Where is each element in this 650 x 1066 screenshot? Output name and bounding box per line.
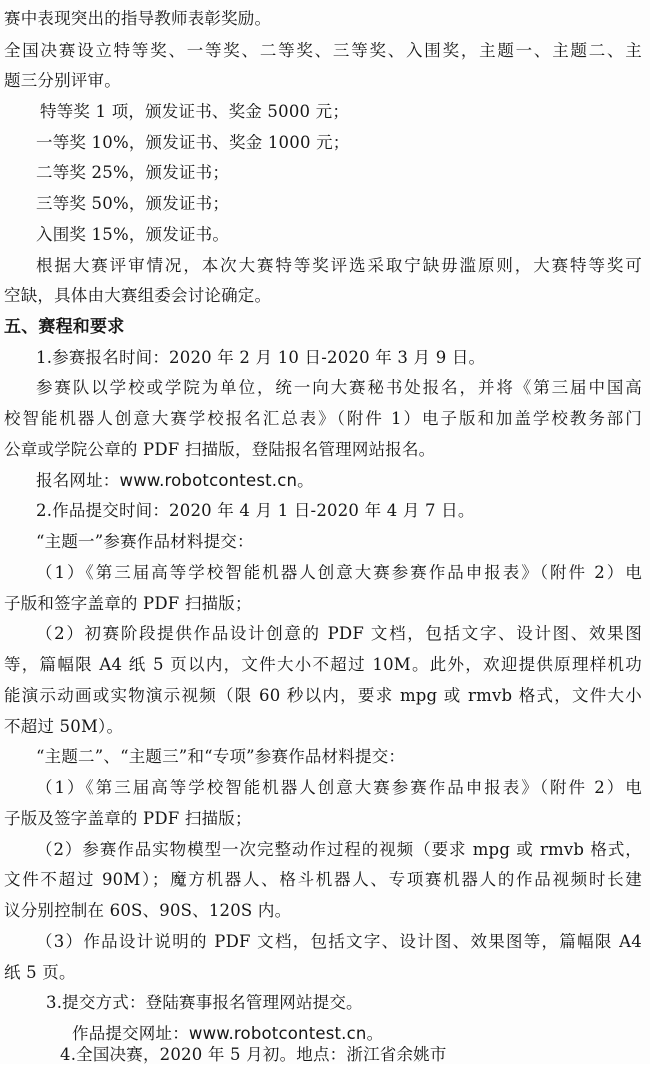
paragraph-line: 子版和签字盖章的 PDF 扫描版； <box>4 594 252 613</box>
registration-url[interactable]: www.robotcontest.cn <box>119 471 298 490</box>
award-line: 三等奖 50%，颁发证书； <box>36 194 230 213</box>
submission-url-line <box>72 1023 383 1045</box>
paragraph-line: 等，篇幅限 A4 纸 5 页以内，文件大小不超过 10M。此外，欢迎提供原理样机功 <box>4 655 642 674</box>
paragraph-line: 不超过 50M）。 <box>4 717 124 736</box>
paragraph-line: （3）作品设计说明的 PDF 文档，包括文字、设计图、效果图等，篇幅限 A4 <box>36 932 642 951</box>
award-line: 入围奖 15%，颁发证书。 <box>36 225 230 244</box>
paragraph-line: 子版及签字盖章的 PDF 扫描版； <box>4 809 252 828</box>
paragraph-line: 空缺，具体由大赛组委会讨论确定。 <box>4 286 272 305</box>
registration-url-line <box>36 470 314 492</box>
award-line: 二等奖 25%，颁发证书； <box>36 163 230 182</box>
paragraph-line: 公章或学院公章的 PDF 扫描版，登陆报名管理网站报名。 <box>4 440 436 459</box>
paragraph-line: 题三分别评审。 <box>4 71 121 90</box>
paragraph-line: 2.作品提交时间：2020 年 4 月 1 日-2020 年 4 月 7 日。 <box>36 501 475 520</box>
paragraph-line: （1）《第三届高等学校智能机器人创意大赛参赛作品申报表》（附件 2）电 <box>36 778 642 797</box>
paragraph-line: “主题二”、“主题三”和“专项”参赛作品材料提交： <box>36 747 406 766</box>
award-line: 一等奖 10%，颁发证书、奖金 1000 元； <box>36 133 350 152</box>
paragraph-line: 赛中表现突出的指导教师表彰奖励。 <box>4 9 272 28</box>
url-suffix: 。 <box>297 471 314 490</box>
section-heading: 五、赛程和要求 <box>4 317 125 337</box>
url-label: 作品提交网址： <box>72 1024 189 1043</box>
award-line: 特等奖 1 项，颁发证书、奖金 5000 元； <box>40 102 350 121</box>
paragraph-line: 参赛队以学校或学院为单位，统一向大赛秘书处报名，并将《第三届中国高 <box>36 378 642 397</box>
paragraph-line: 4.全国决赛，2020 年 5 月初。地点：浙江省余姚市 <box>60 1045 447 1064</box>
url-suffix: 。 <box>366 1024 384 1043</box>
paragraph-line: 议分别控制在 60S、90S、120S 内。 <box>4 901 292 920</box>
url-label: 报名网址： <box>36 471 120 490</box>
paragraph-line: 1.参赛报名时间：2020 年 2 月 10 日-2020 年 3 月 9 日。 <box>36 348 486 367</box>
paragraph-line: 文件不超过 90M）；魔方机器人、格斗机器人、专项赛机器人的作品视频时长建 <box>4 870 642 889</box>
paragraph-line: 纸 5 页。 <box>4 963 76 982</box>
submission-url[interactable]: www.robotcontest.cn <box>188 1024 367 1043</box>
paragraph-line: “主题一”参赛作品材料提交： <box>36 532 254 551</box>
paragraph-line: 全国决赛设立特等奖、一等奖、二等奖、三等奖、入围奖，主题一、主题二、主 <box>4 41 642 60</box>
paragraph-line: 3.提交方式：登陆赛事报名管理网站提交。 <box>46 993 363 1012</box>
paragraph-line: 根据大赛评审情况，本次大赛特等奖评选采取宁缺毋滥原则，大赛特等奖可 <box>36 256 642 275</box>
paragraph-line: 能演示动画或实物演示视频（限 60 秒以内，要求 mpg 或 rmvb 格式，文件大小 <box>4 686 642 705</box>
paragraph-line: 校智能机器人创意大赛学校报名汇总表》（附件 1）电子版和加盖学校教务部门 <box>4 409 642 428</box>
paragraph-line: （2）初赛阶段提供作品设计创意的 PDF 文档，包括文字、设计图、效果图 <box>36 624 642 643</box>
paragraph-line: （1）《第三届高等学校智能机器人创意大赛参赛作品申报表》（附件 2）电 <box>36 563 642 582</box>
paragraph-line: （2）参赛作品实物模型一次完整动作过程的视频（要求 mpg 或 rmvb 格式， <box>36 840 642 859</box>
